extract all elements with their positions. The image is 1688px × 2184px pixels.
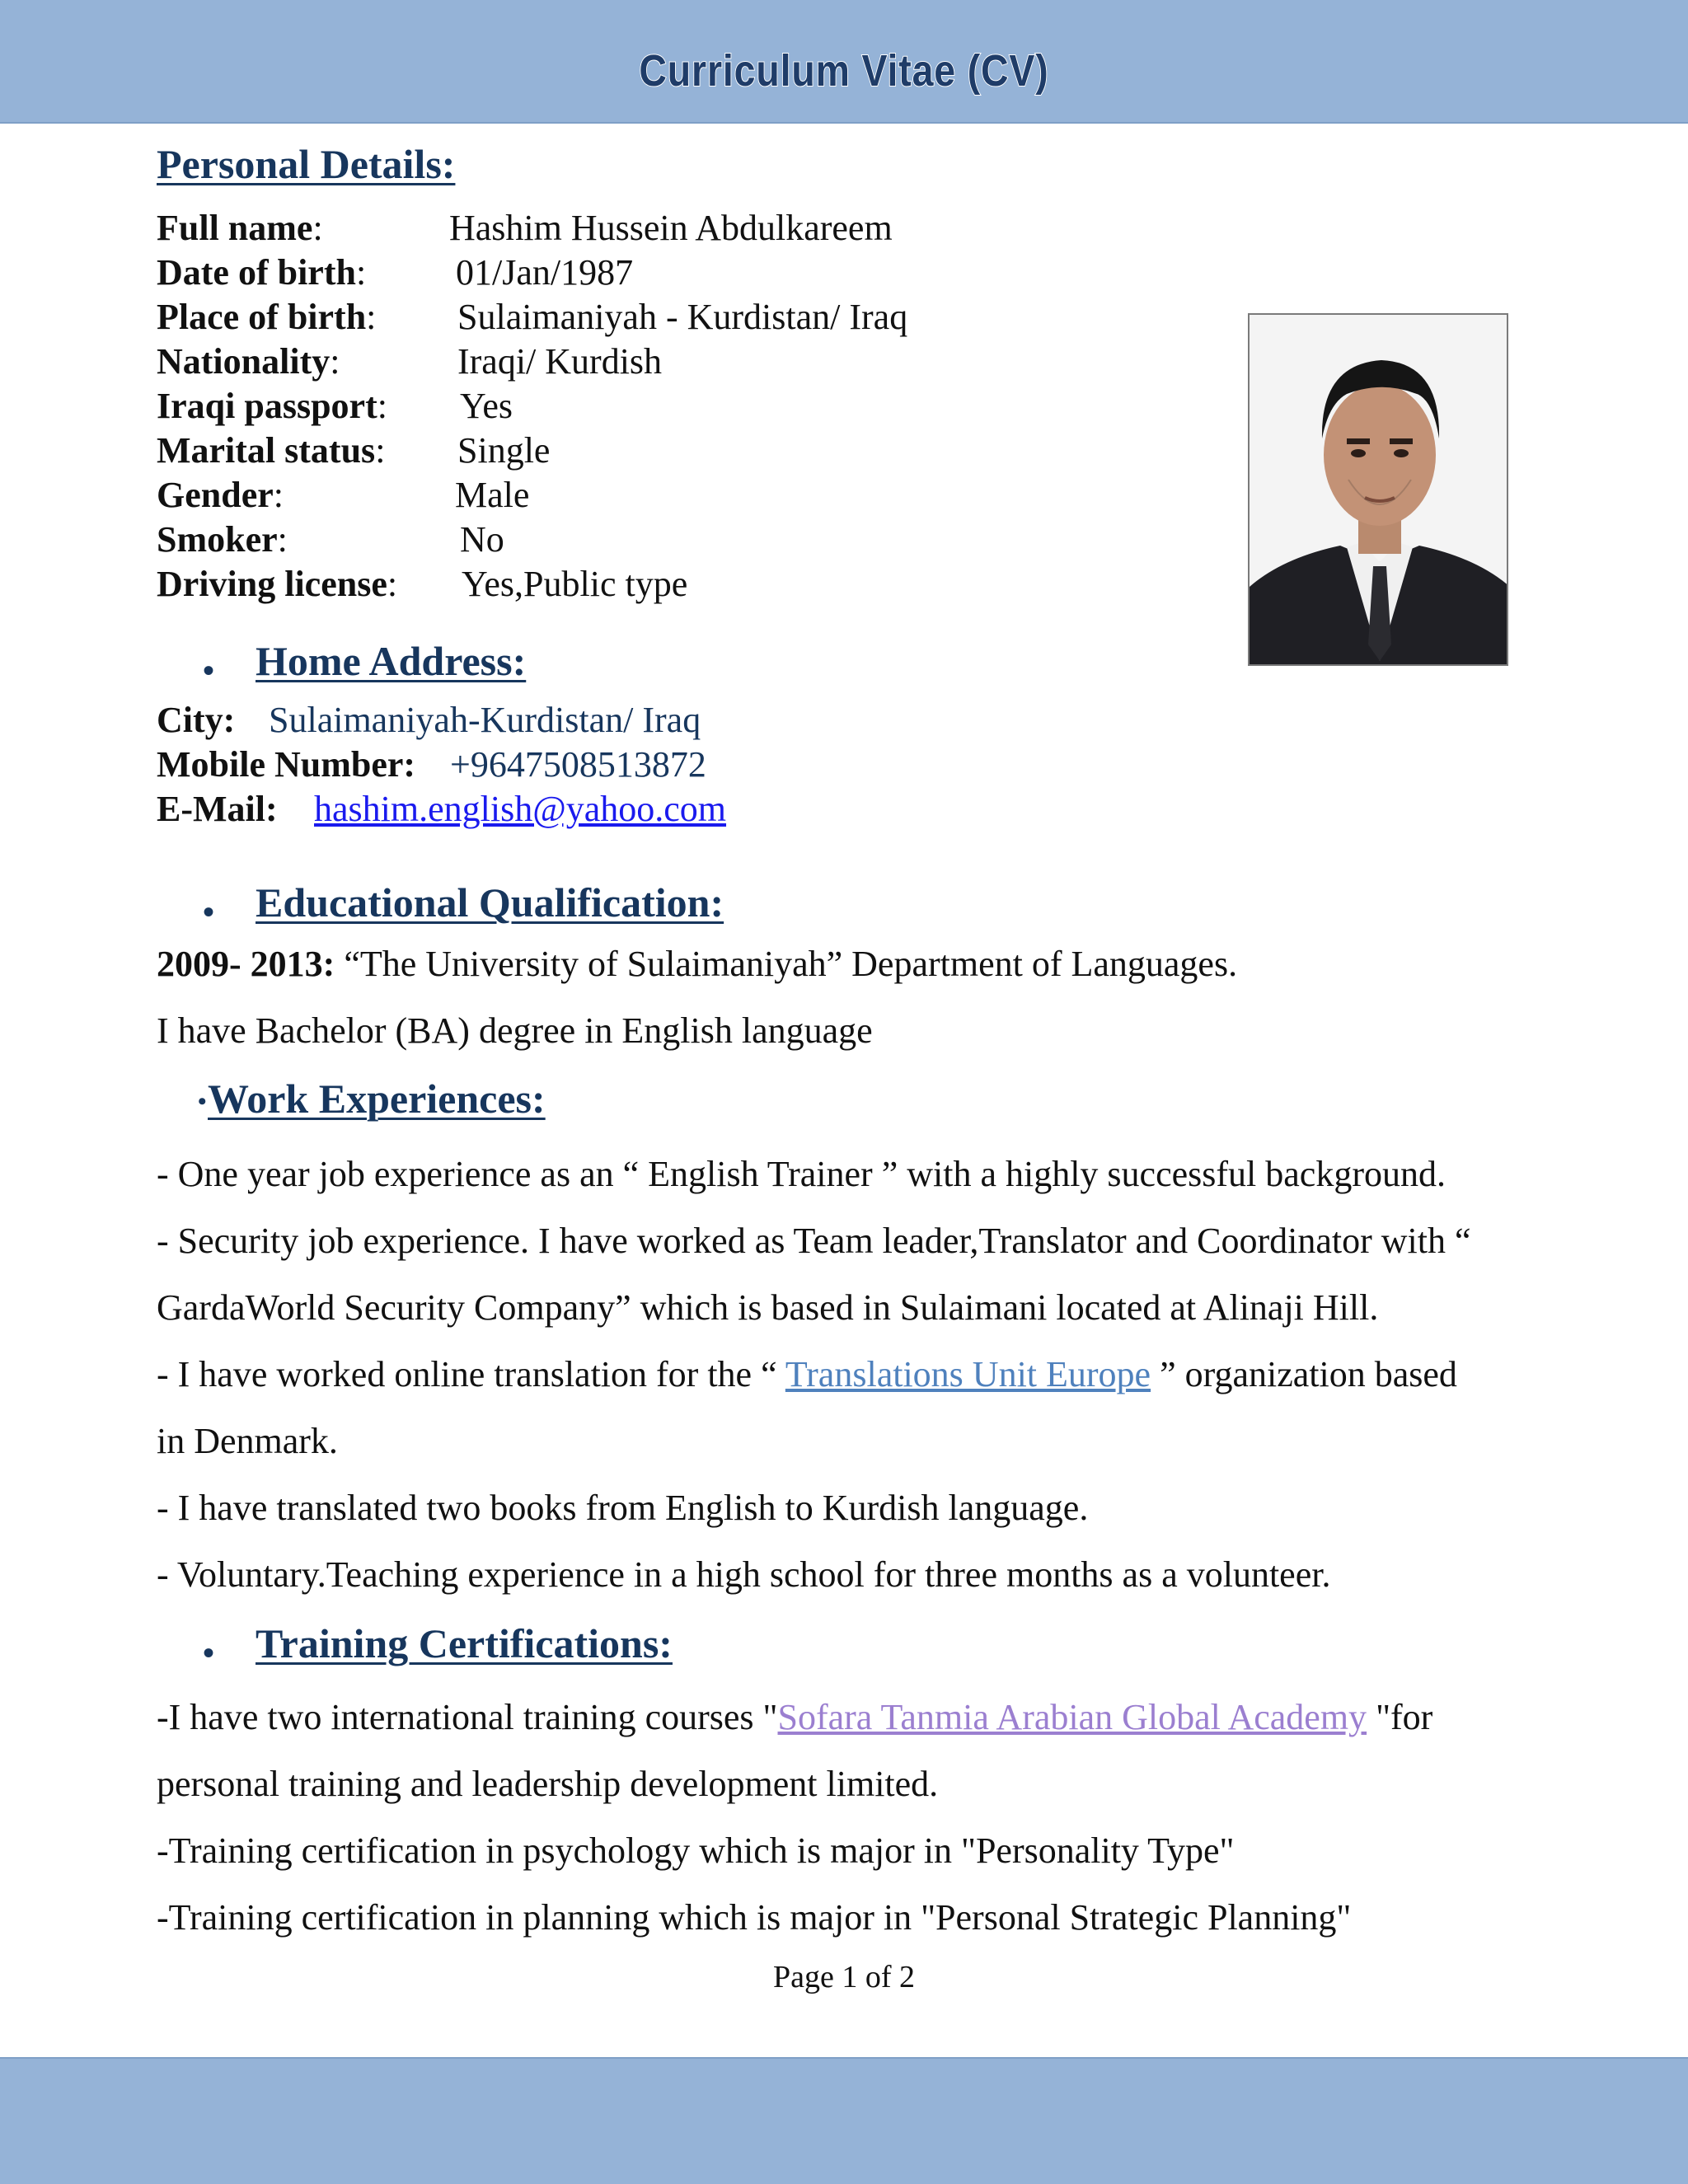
education-institution: “The University of Sulaimaniyah” Department of Languages. (344, 944, 1238, 984)
training-line: -I have two international training courses "Sofara Tanmia Arabian Global Academy "for (157, 1697, 1433, 1737)
detail-label: Driving license: (157, 564, 398, 604)
home-address-heading: Home Address: (256, 638, 527, 684)
detail-value: Yes,Public type (462, 564, 688, 604)
training-line: -Training certification in planning which is major in "Personal Strategic Planning" (157, 1897, 1352, 1938)
detail-label: Iraqi passport: (157, 386, 387, 426)
bullet: • (203, 1634, 215, 1671)
work-heading: Work Experiences: (208, 1076, 546, 1122)
detail-label: Marital status: (157, 430, 386, 471)
education-degree: I have Bachelor (BA) degree in English language (157, 1010, 873, 1051)
detail-value: Yes (460, 386, 513, 426)
bullet: • (198, 1088, 207, 1115)
work-line: - One year job experience as an “ English Trainer ” with a highly successful background. (157, 1154, 1446, 1194)
training-line: -Training certification in psychology which is major in "Personality Type" (157, 1830, 1235, 1871)
detail-label: Smoker: (157, 519, 288, 560)
detail-value: Single (457, 430, 551, 471)
detail-label: Full name: (157, 208, 323, 248)
city-label: City: (157, 700, 236, 740)
detail-value: 01/Jan/1987 (456, 252, 634, 293)
detail-value: Iraqi/ Kurdish (457, 341, 663, 382)
profile-photo (1248, 313, 1508, 666)
translations-unit-link[interactable]: Translations Unit Europe (785, 1354, 1151, 1394)
detail-label: Nationality: (157, 341, 340, 382)
bullet: • (203, 893, 215, 930)
portrait-icon (1250, 315, 1508, 666)
education-years: 2009- 2013: (157, 944, 335, 984)
detail-label: Gender: (157, 475, 284, 515)
detail-value: Sulaimaniyah - Kurdistan/ Iraq (457, 297, 908, 337)
work-line: - Security job experience. I have worked as Team leader,Translator and Coordinator with “ (157, 1221, 1471, 1261)
detail-value: Male (455, 475, 530, 515)
education-heading: Educational Qualification: (256, 879, 724, 926)
mobile-value: +9647508513872 (450, 744, 706, 785)
bullet: • (203, 652, 215, 689)
detail-label: Date of birth: (157, 252, 367, 293)
work-line: GardaWorld Security Company” which is based in Sulaimani located at Alinaji Hill. (157, 1287, 1379, 1328)
mobile-label: Mobile Number: (157, 744, 416, 785)
email-row (157, 787, 278, 832)
work-line: - I have worked online translation for the “ Translations Unit Europe ” organization based (157, 1354, 1457, 1394)
detail-value: Hashim Hussein Abdulkareem (449, 208, 893, 248)
mobile-row (157, 743, 415, 787)
work-line: - I have translated two books from English to Kurdish language. (157, 1488, 1089, 1528)
page-title: Curriculum Vitae (CV) (639, 46, 1049, 96)
page-number: Page 1 of 2 (772, 1960, 916, 1994)
work-line: in Denmark. (157, 1421, 338, 1461)
work-line: - Voluntary.Teaching experience in a high school for three months as a volunteer. (157, 1554, 1331, 1595)
training-line: personal training and leadership development limited. (157, 1764, 939, 1804)
email-label: E-Mail: (157, 789, 278, 829)
footer-band (0, 2057, 1688, 2184)
personal-details-heading: Personal Details: (157, 141, 456, 187)
academy-link[interactable]: Sofara Tanmia Arabian Global Academy (777, 1697, 1367, 1737)
education-line (157, 942, 1237, 987)
detail-value: No (460, 519, 504, 560)
training-heading: Training Certifications: (256, 1620, 673, 1666)
city-value: Sulaimaniyah-Kurdistan/ Iraq (269, 700, 701, 740)
detail-label: Place of birth: (157, 297, 377, 337)
email-link[interactable]: hashim.english@yahoo.com (314, 789, 727, 829)
city-row (157, 698, 235, 743)
